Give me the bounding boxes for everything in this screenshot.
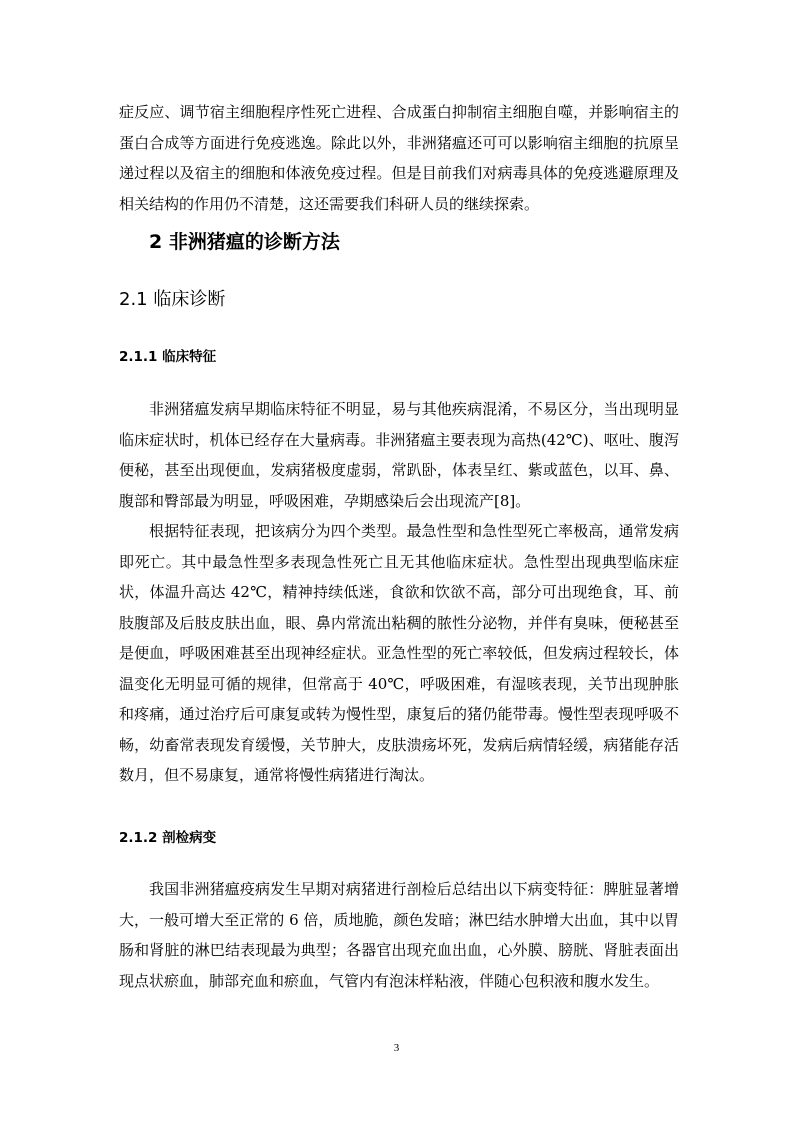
subsubsection-heading-autopsy: 2.1.2 剖检病变: [119, 830, 217, 846]
subsection-heading: 2.1 临床诊断: [119, 289, 226, 310]
page-number: 3: [393, 1042, 400, 1054]
intro-paragraph: 症反应、调节宿主细胞程序性死亡进程、合成蛋白抑制宿主细胞自噬，并影响宿主的蛋白合成等方面进行免疫逃逸。除此以外，非洲猪瘟还可可以影响宿主细胞的抗原呈递过程以及宿主的细胞和体液免疫过程。但是目前我们对病毒具体的免疫逃避原理及相关结构的作用仍不清楚，这还需要我们科研人员的继续探索。: [119, 103, 679, 213]
disease-types-paragraph: 根据特征表现，把该病分为四个类型。最急性型和急性型死亡率极高，通常发病即死亡。其中最急性型多表现急性死亡且无其他临床症状。急性型出现典型临床症状，体温升高达 42℃，精神持续低迷，食欲和饮欲不高，部分可出现绝食，耳、前肢腹部及后肢皮肤出血，眼、鼻内常流出粘稠的脓性分泌物，并伴有臭味，便秘甚至是便血，呼吸困难甚至出现神经症状。亚急性型的死亡率较低，但发病过程较长，体温变化无明显可循的规律，但常高于 40℃，呼吸困难，有湿咳表现，关节出现肿胀和疼痛，通过治疗后可康复或转为慢性型，康复后的猪仍能带毒。慢性型表现呼吸不畅，幼畜常表现发育缓慢，关节肿大，皮肤溃疡坏死，发病后病情轻缓，病猪能存活数月，但不易康复，通常将慢性病猪进行淘汰。: [119, 522, 679, 784]
clinical-features-paragraph: 非洲猪瘟发病早期临床特征不明显，易与其他疾病混淆，不易区分，当出现明显临床症状时，机体已经存在大量病毒。非洲猪瘟主要表现为高热(42℃)、呕吐、腹泻便秘，甚至出现便血，发病猪极度虚弱，常趴卧，体表呈红、紫或蓝色，以耳、鼻、腹部和臀部最为明显，呼吸困难，孕期感染后会出现流产[8]。: [119, 400, 679, 510]
autopsy-paragraph: 我国非洲猪瘟疫病发生早期对病猪进行剖检后总结出以下病变特征：脾脏显著增大，一般可增大至正常的 6 倍，质地脆，颜色发暗；淋巴结水肿增大出血，其中以胃肠和肾脏的淋巴结表现最为典型；各器官出现充血出血，心外膜、膀胱、肾脏表面出现点状瘀血，肺部充血和瘀血，气管内有泡沫样粘液，伴随心包积液和腹水发生。: [119, 880, 679, 990]
section-heading: 2 非洲猪瘟的诊断方法: [149, 231, 340, 253]
subsubsection-heading-clinical-features: 2.1.1 临床特征: [119, 349, 217, 365]
